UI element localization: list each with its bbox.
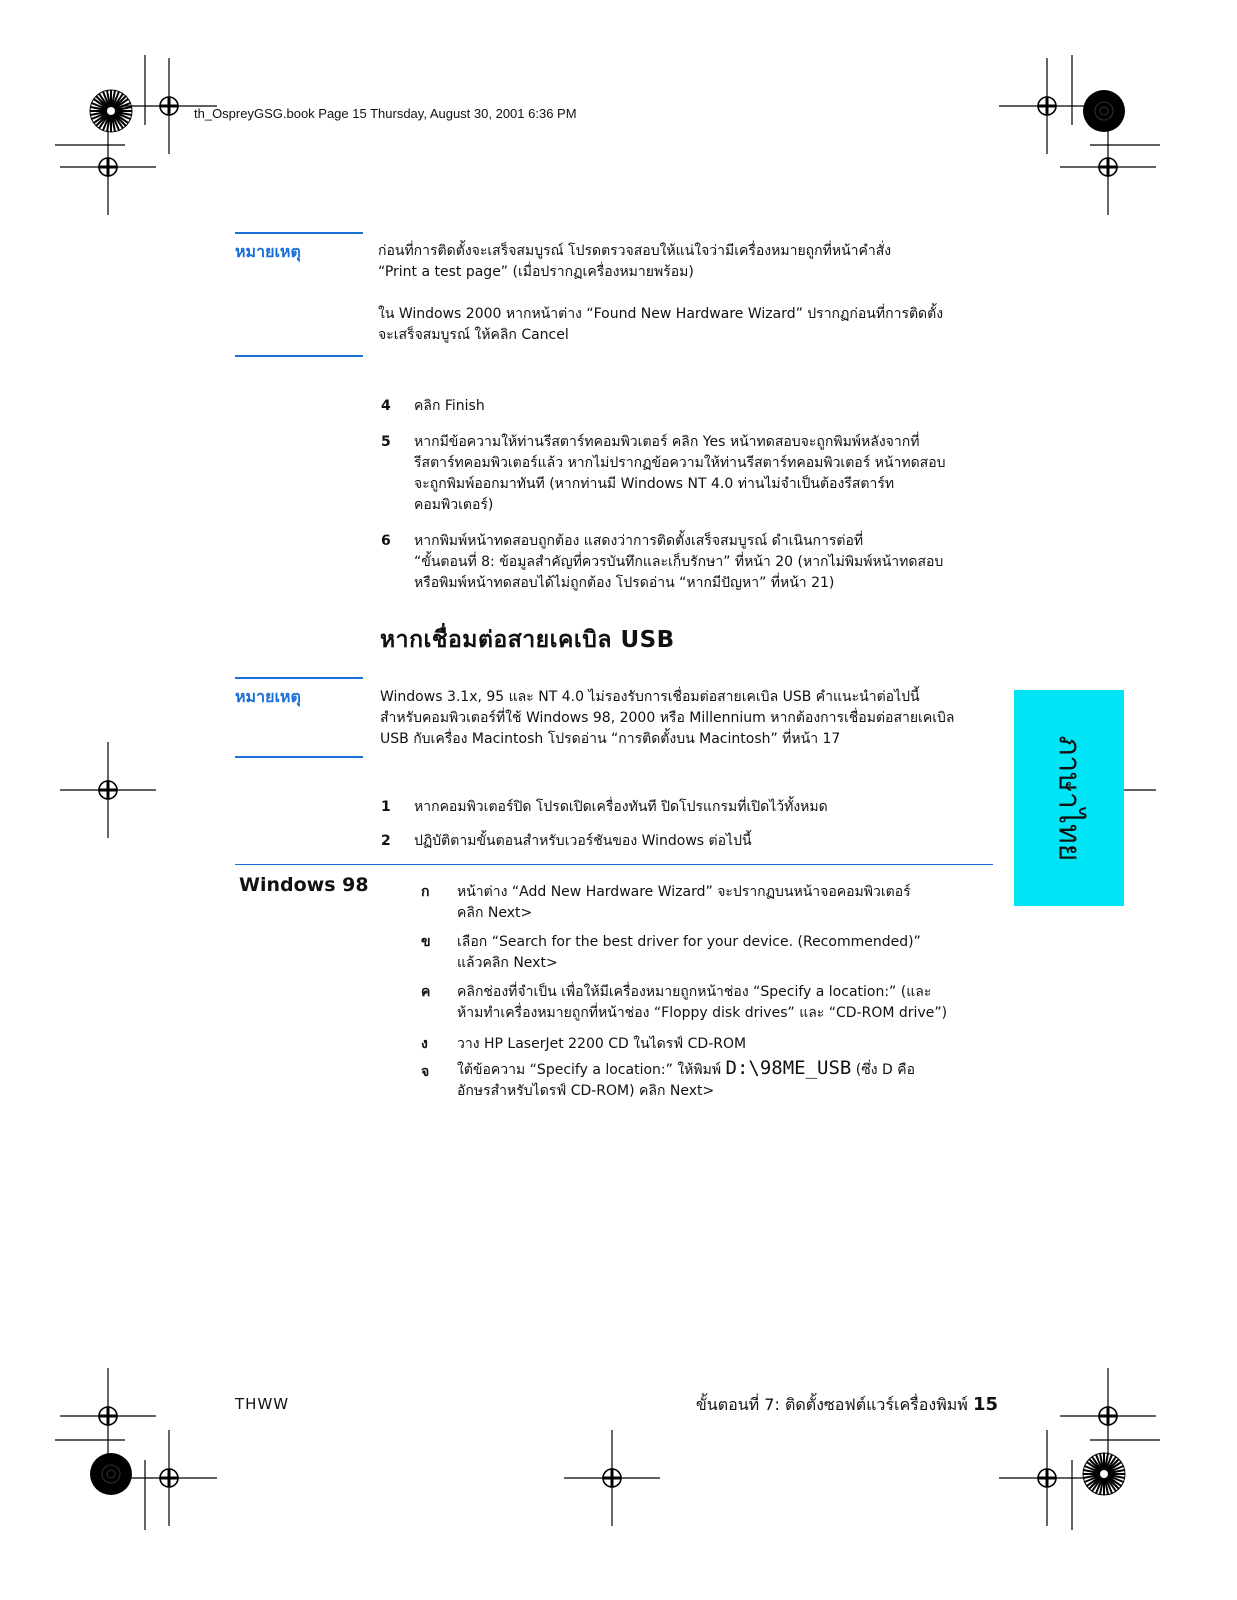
substep-letter: ก (421, 884, 430, 900)
step-number: 4 (381, 398, 391, 414)
note-bottom-rule (235, 756, 363, 758)
substep-text (457, 882, 911, 924)
note-text-line: ใน Windows 2000 หากหน้าต่าง “Found New Hardware Wizard” ปรากฏก่อนที่การติดตั้ง (378, 306, 944, 322)
substep-text-line: แล้วคลิก Next> (457, 955, 558, 971)
language-tab-label: ภาษาไทย (1051, 735, 1087, 861)
note-top-rule (235, 677, 363, 679)
note-bottom-rule (235, 355, 363, 357)
substep-text-line: คลิก Next> (457, 905, 533, 921)
footer-chapter (660, 1393, 998, 1418)
note-label: หมายเหตุ (235, 687, 301, 706)
step-number: 5 (381, 434, 391, 450)
note-text-line: USB กับเครื่อง Macintosh โปรดอ่าน “การติดตั้งบน Macintosh” ที่หน้า 17 (380, 731, 841, 747)
step-text-line: รีสตาร์ทคอมพิวเตอร์แล้ว หากไม่ปรากฏข้อความให้ท่านรีสตาร์ทคอมพิวเตอร์ หน้าทดสอบ (414, 455, 946, 471)
step-text (414, 432, 946, 516)
note-text-line: จะเสร็จสมบูรณ์ ให้คลิก Cancel (378, 327, 569, 343)
note-text-line: Windows 3.1x, 95 และ NT 4.0 ไม่รองรับการเชื่อมต่อสายเคเบิล USB คำแนะนำต่อไปนี้ (380, 689, 920, 705)
substep-text (457, 982, 947, 1024)
substep-text-line: อักษรสำหรับไดรฟ์ CD-ROM) คลิก Next> (457, 1083, 715, 1099)
footer-chapter-title: ขั้นตอนที่ 7: ติดตั้งซอฟต์แวร์เครื่องพิมพ์ (695, 1395, 968, 1414)
step-text: คลิก Finish (414, 398, 485, 414)
note-body (378, 241, 988, 346)
step-number: 6 (381, 533, 391, 549)
step-number: 2 (381, 833, 391, 849)
step-number: 1 (381, 799, 391, 815)
substep-text: วาง HP LaserJet 2200 CD ในไดรฟ์ CD-ROM (457, 1036, 747, 1052)
step-text-line: จะถูกพิมพ์ออกมาทันที (หากท่านมี Windows NT 4.0 ท่านไม่จำเป็นต้องรีสตาร์ท (414, 476, 895, 492)
substep-text-line: หน้าต่าง “Add New Hardware Wizard” จะปรากฏบนหน้าจอคอมพิวเตอร์ (457, 884, 911, 900)
substep-text (457, 1058, 915, 1102)
step-text-line: หรือพิมพ์หน้าทดสอบได้ไม่ถูกต้อง โปรดอ่าน “หากมีปัญหา” ที่หน้า 21) (414, 575, 835, 591)
step-text-line: “ขั้นตอนที่ 8: ข้อมูลสำคัญที่ควรบันทึกและเก็บรักษา” ที่หน้า 20 (หากไม่พิมพ์หน้าทดสอบ (414, 554, 944, 570)
substep-letter: จ (421, 1064, 430, 1080)
step-text: หากคอมพิวเตอร์ปิด โปรดเปิดเครื่องทันที ปิดโปรแกรมที่เปิดไว้ทั้งหมด (414, 799, 828, 815)
substep-text (457, 932, 921, 974)
footer-left-code: THWW (235, 1395, 290, 1413)
step-text-line: หากพิมพ์หน้าทดสอบถูกต้อง แสดงว่าการติดตั้งเสร็จสมบูรณ์ ดำเนินการต่อที่ (414, 533, 864, 549)
file-info-header: th_OspreyGSG.book Page 15 Thursday, August 30, 2001 6:36 PM (194, 106, 577, 121)
step-text: ปฏิบัติตามขั้นตอนสำหรับเวอร์ชันของ Windows ต่อไปนี้ (414, 833, 752, 849)
note-text-line: “Print a test page” (เมื่อปรากฏเครื่องหมายพร้อม) (378, 264, 694, 280)
substep-text-line: เลือก “Search for the best driver for your device. (Recommended)” (457, 934, 921, 950)
note-text-line: สำหรับคอมพิวเตอร์ที่ใช้ Windows 98, 2000 หรือ Millennium หากต้องการเชื่อมต่อสายเคเบิล (380, 710, 955, 726)
note-label: หมายเหตุ (235, 242, 301, 261)
substep-letter: ง (421, 1036, 428, 1052)
substep-text-line: ห้ามทำเครื่องหมายถูกที่หน้าช่อง “Floppy disk drives” และ “CD-ROM drive”) (457, 1005, 948, 1021)
section-heading: หากเชื่อมต่อสายเคเบิล USB (380, 627, 675, 653)
note-text-line: ก่อนที่การติดตั้งจะเสร็จสมบูรณ์ โปรดตรวจสอบให้แน่ใจว่ามีเครื่องหมายถูกที่หน้าคำสั่ง (378, 243, 892, 259)
step-text-line: คอมพิวเตอร์) (414, 497, 494, 513)
typed-path-code: D:\98ME_USB (725, 1057, 852, 1079)
language-tab-label-wrap (1014, 690, 1124, 906)
substep-letter: ข (421, 934, 431, 950)
step-text (414, 531, 943, 594)
section-divider (235, 864, 993, 865)
note-top-rule (235, 232, 363, 234)
substep-text-line (457, 1058, 915, 1081)
windows98-label: Windows 98 (239, 874, 369, 896)
note-body (380, 687, 990, 750)
substep-text-line: คลิกช่องที่จำเป็น เพื่อให้มีเครื่องหมายถูกหน้าช่อง “Specify a location:” (และ (457, 984, 932, 1000)
substep-letter: ค (421, 984, 431, 1000)
step-text-line: หากมีข้อความให้ท่านรีสตาร์ทคอมพิวเตอร์ คลิก Yes หน้าทดสอบจะถูกพิมพ์หลังจากที่ (414, 434, 920, 450)
substep-text-segment: ใต้ข้อความ “Specify a location:” ให้พิมพ์ (457, 1062, 726, 1078)
substep-text-segment: (ซึ่ง D คือ (851, 1062, 916, 1078)
page-number: 15 (972, 1394, 998, 1415)
